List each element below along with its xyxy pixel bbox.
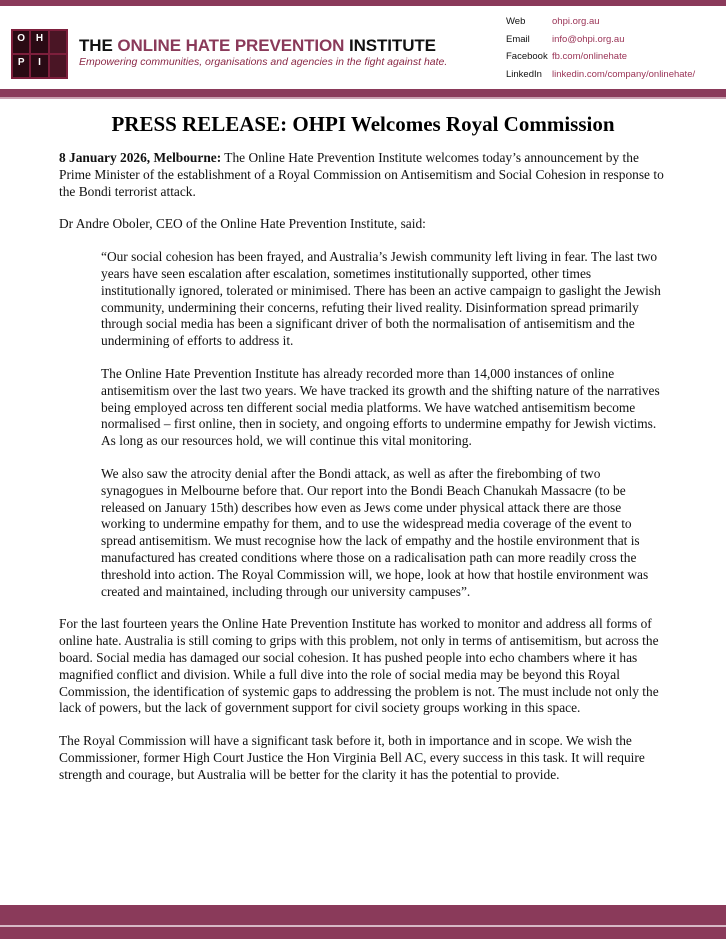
- contact-block: [506, 16, 695, 86]
- intro-paragraph: [59, 150, 669, 200]
- org-name-accent: ONLINE HATE PREVENTION: [117, 36, 345, 55]
- intro-text: The Online Hate Prevention Institute welcomes today’s announcement by the Prime Minister of the establishment of a Royal Commission on Antisemitism and Social Cohesion in response to the Bondi terrorist attack.: [59, 150, 664, 199]
- body-paragraph: The Royal Commission will have a significant task before it, both in importance and in scope. We wish the Commissioner, former High Court Justice the Hon Virginia Bell AC, every success in this task. It will require strength and courage, but Australia will be better for the clarity it has the potential to provide.: [59, 733, 645, 782]
- dateline: 8 January 2026, Melbourne:: [59, 150, 222, 165]
- attribution: Dr Andre Oboler, CEO of the Online Hate Prevention Institute, said:: [59, 216, 426, 232]
- body-paragraph: For the last fourteen years the Online Hate Prevention Institute has worked to monitor and address all forms of online hate. Australia is still coming to grips with this problem, not only in terms of antisemitism, but across the board. Social media has damaged our social cohesion. It has pushed people into echo chambers where it has magnified conflict and division. While a full dive into the role of social media may be beyond this Royal Commission, the identification of systemic gaps to addressing the problem is not. The must include not only the lack of powers, but the lack of government support for civil society groups working in this space.: [59, 616, 659, 716]
- logo-cell: [50, 31, 66, 53]
- ohpi-logo: [11, 29, 68, 79]
- footer-band: [0, 905, 726, 925]
- logo-cell: [50, 55, 66, 77]
- contact-label: LinkedIn: [506, 68, 542, 80]
- contact-row-linkedin: [506, 69, 695, 87]
- quote-paragraph: “Our social cohesion has been frayed, and Australia’s Jewish community left living in fear. The last two years have seen escalation after escalation, sometimes institutionally supported, other times institutionally ignored, tolerated or minimised. There has been an active campaign to gaslight the Jewish community, undermining their concerns, refuting their lived reality. Disinformation spread primarily through social media has been a significant driver of both the normalisation of antisemitism and the undermining of efforts to address it.: [101, 249, 661, 349]
- page-title: PRESS RELEASE: OHPI Welcomes Royal Commission: [111, 112, 615, 136]
- email-link[interactable]: info@ohpi.org.au: [552, 33, 625, 45]
- quote-paragraph: The Online Hate Prevention Institute has already recorded more than 14,000 instances of online antisemitism over the last two years. We have tracked its growth and the shifting nature of the narratives being employed across ten different social media platforms. We have watched antisemitism become normalised – first online, then in society, and ongoing efforts to undermine empathy for Jewish victims. As long as our resources hold, we will continue this vital monitoring.: [101, 365, 660, 449]
- contact-row-facebook: [506, 51, 695, 69]
- logo-cell: I: [31, 55, 47, 77]
- org-name-part2: INSTITUTE: [344, 36, 436, 55]
- press-release-body: [59, 150, 669, 800]
- web-link[interactable]: ohpi.org.au: [552, 16, 600, 27]
- quote-paragraph: We also saw the atrocity denial after the Bondi attack, as well as after the firebombing of two synagogues in Melbourne before that. Our report into the Bondi Beach Chanukah Massacre (to be released on January 15th) describes how even as Jews come under physical attack there are those working to undermine empathy for them, and to use the widespread media coverage of the event to spread antisemitism. We must recognise how the lack of empathy and the hostile environment that is manufactured has created conditions where those on a radicalisation path can more readily cross the threshold into action. The Royal Commission will, we hope, look at how that hostile environment was created and maintained, including through our university campuses”.: [101, 465, 649, 599]
- contact-label: Facebook: [506, 51, 548, 62]
- contact-label: Email: [506, 33, 530, 45]
- contact-row-web: [506, 16, 695, 34]
- letterhead: [0, 6, 726, 88]
- logo-cell: H: [31, 31, 47, 53]
- organisation-name: [79, 36, 436, 56]
- facebook-link[interactable]: fb.com/onlinehate: [552, 51, 627, 62]
- linkedin-link[interactable]: linkedin.com/company/onlinehate/: [552, 68, 696, 80]
- contact-label: Web: [506, 16, 526, 27]
- logo-cell: O: [13, 31, 29, 53]
- org-name-part1: THE: [79, 36, 118, 55]
- header-bottom-stripe: [0, 97, 726, 99]
- logo-cell: P: [13, 55, 29, 77]
- footer-bottom-band: [0, 927, 726, 939]
- tagline: Empowering communities, organisations and agencies in the fight against hate.: [79, 56, 448, 68]
- contact-row-email: [506, 34, 695, 52]
